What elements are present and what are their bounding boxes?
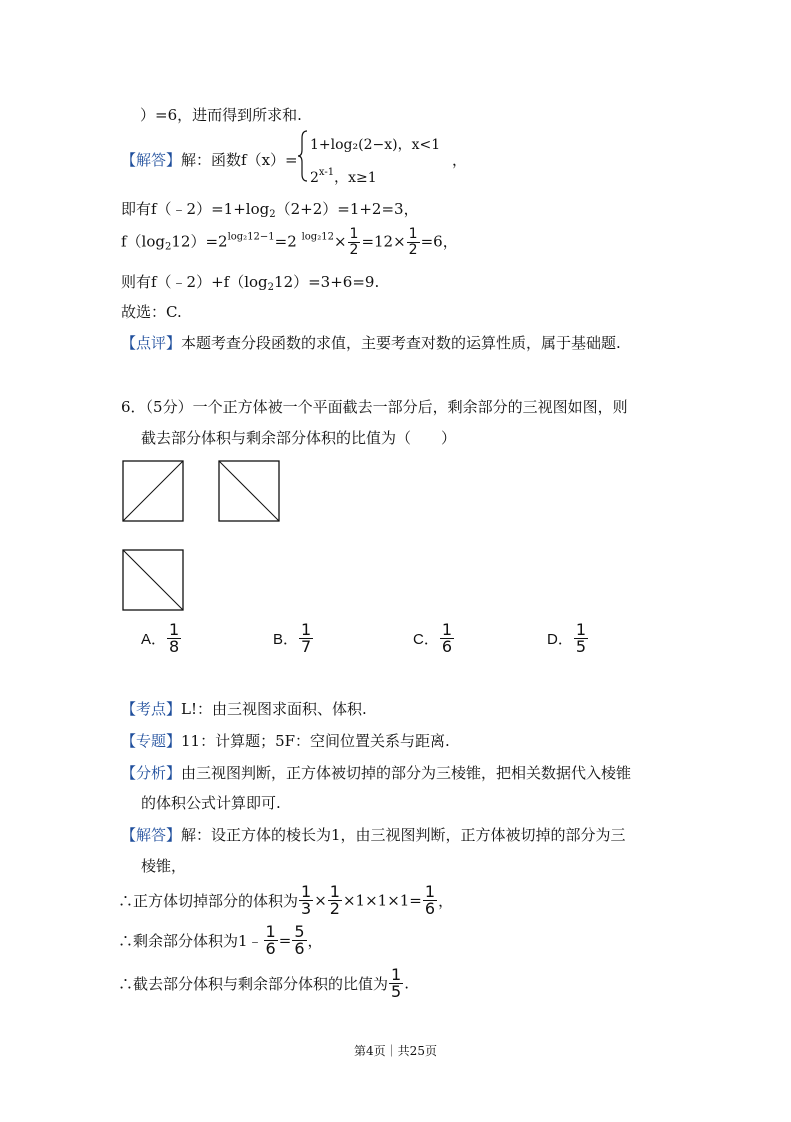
option-b: B． $\frac{1}{7}$ <box>273 620 312 656</box>
case-1: 1+log₂(2−x)，x<1 <box>310 137 441 153</box>
piecewise-cases <box>310 132 440 192</box>
comment-tag: 【点评】 <box>121 334 182 352</box>
side-view-figure <box>218 460 280 522</box>
comment-text: 本题考查分段函数的求值，主要考查对数的运算性质，属于基础题. <box>181 334 621 352</box>
jieda: 【解答】解：设正方体的棱长为1，由三视图判断，正方体被切掉的部分为三 <box>121 826 626 844</box>
case-2: 2$^{x-1}$，x≥1 <box>310 167 377 186</box>
question-line2: 截去部分体积与剩余部分体积的比值为（ ） <box>141 429 457 447</box>
front-view-figure <box>122 460 184 522</box>
line-f-minus2: 即有$f(﹣2)=1+\log_2(2+2)=1+2=3$， <box>121 200 419 220</box>
top-view-figure <box>122 549 184 611</box>
fraction: $\frac{1}{2}$ <box>408 226 418 258</box>
calc-line2: ∴剩余部分体积为1﹣ $\frac{1}{6}$ = $\frac{5}{6}$ ， <box>118 922 323 958</box>
calc-line1: ∴正方体切掉部分的体积为 $\frac{1}{3}$ × $\frac{1}{2}$ ×1×1×1= $\frac{1}{6}$ ， <box>118 882 454 918</box>
fenxi-line2: 的体积公式计算即可. <box>141 794 281 812</box>
page-footer: 第4页｜共25页 <box>354 1044 437 1058</box>
comment1 <box>121 332 621 353</box>
top-line: ）=6，进而得到所求和. <box>140 106 302 124</box>
solution1-tag: 【解答】 <box>121 151 182 169</box>
solution1-intro-text: 解：函数f（x）= <box>181 151 298 169</box>
solution1-trail: ， <box>452 151 468 169</box>
fraction: $\frac{1}{2}$ <box>349 226 359 258</box>
line-f-log: $f(\log_212)=2^{log_212-1}=2$ $^{log_212}$× $\frac{1}{2}$ =12× $\frac{1}{2}$ =6， <box>121 226 458 258</box>
calc-line3: ∴截去部分体积与剩余部分体积的比值为 $\frac{1}{5}$ . <box>118 965 409 1001</box>
line-sum: 则有$f(﹣2)+f(\log_212)=3+6=9$. <box>121 273 380 293</box>
option-a: A． $\frac{1}{8}$ <box>141 620 180 656</box>
choose-answer: 故选：C. <box>121 303 182 321</box>
jieda-line2: 棱锥， <box>141 857 187 875</box>
zhuanti: 【专题】11：计算题；5F：空间位置关系与距离. <box>121 732 450 750</box>
solution1-intro <box>121 149 298 170</box>
fenxi: 【分析】由三视图判断，正方体被切掉的部分为三棱锥，把相关数据代入棱锥 <box>121 764 632 782</box>
option-c: C． $\frac{1}{6}$ <box>413 620 453 656</box>
piecewise-brace <box>298 130 308 182</box>
option-d: D． $\frac{1}{5}$ <box>547 620 587 656</box>
kaodian: 【考点】L!：由三视图求面积、体积. <box>121 700 367 718</box>
question-line1: 6．（5分）一个正方体被一个平面截去一部分后，剩余部分的三视图如图，则 <box>121 398 628 416</box>
